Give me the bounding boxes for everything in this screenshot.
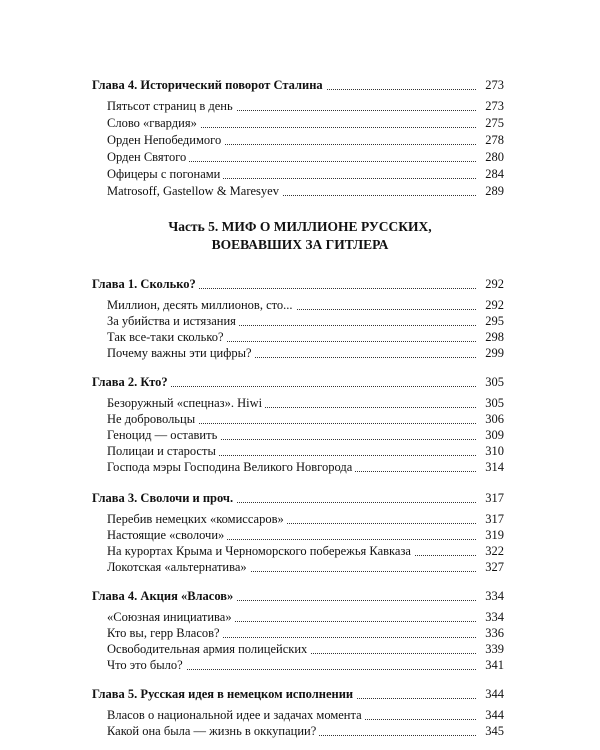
page-number: 314 [476, 459, 504, 475]
page-number: 299 [476, 345, 504, 361]
toc-subentry [107, 183, 504, 199]
chapter-title: Глава 4. Акция «Власов» [92, 588, 236, 604]
toc-chapter-entry [92, 276, 504, 292]
page-number: 292 [476, 276, 504, 292]
toc-subentry [107, 559, 504, 575]
toc-subentry [107, 166, 504, 182]
toc-chapter-entry [92, 686, 504, 702]
page-number: 341 [476, 657, 504, 673]
toc-subentry [107, 149, 504, 165]
subentry-title: Так все-таки сколько? [107, 329, 227, 345]
subentry-title: Какой она была — жизнь в оккупации? [107, 723, 319, 739]
subentry-title: Орден Святого [107, 149, 189, 165]
toc-chapter-entry [92, 77, 504, 93]
toc-chapter-entry [92, 490, 504, 506]
subentry-title: Локотская «альтернатива» [107, 559, 250, 575]
page-number: 273 [476, 77, 504, 93]
subentry-title: Власов о национальной идее и задачах момента [107, 707, 365, 723]
page-number: 319 [476, 527, 504, 543]
subentry-title: Кто вы, герр Власов? [107, 625, 223, 641]
page-number: 275 [476, 115, 504, 131]
page-number: 305 [476, 374, 504, 390]
toc-subentry [107, 411, 504, 427]
subentry-title: Офицеры с погонами [107, 166, 223, 182]
toc-subentry [107, 297, 504, 313]
page-number: 345 [476, 723, 504, 739]
toc-chapter-entry [92, 588, 504, 604]
toc-subentry [107, 459, 504, 475]
subentry-title: Matrosoff, Gastellow & Maresyev [107, 183, 282, 199]
subentry-title: «Союзная инициатива» [107, 609, 235, 625]
toc-chapter-entry [92, 374, 504, 390]
toc-subentry [107, 427, 504, 443]
page-number: 305 [476, 395, 504, 411]
toc-subentry [107, 527, 504, 543]
subentry-title: Не добровольцы [107, 411, 198, 427]
toc-subentry [107, 723, 504, 739]
subentry-title: Полицаи и старосты [107, 443, 219, 459]
toc-subentry [107, 132, 504, 148]
page-number: 339 [476, 641, 504, 657]
subentry-title: Орден Непобедимого [107, 132, 224, 148]
subentry-title: Настоящие «сволочи» [107, 527, 227, 543]
chapter-title: Глава 5. Русская идея в немецком исполнении [92, 686, 356, 702]
chapter-title: Глава 1. Сколько? [92, 276, 199, 292]
part-title-line-2: ВОЕВАВШИХ ЗА ГИТЛЕРА [211, 237, 389, 252]
toc-subentry [107, 98, 504, 114]
toc-subentry [107, 329, 504, 345]
page-number: 317 [476, 511, 504, 527]
subentry-title: Геноцид — оставить [107, 427, 220, 443]
subentry-title: Господа мэры Господина Великого Новгорода [107, 459, 355, 475]
subentry-title: Безоружный «спецназ». Hiwi [107, 395, 265, 411]
page-number: 295 [476, 313, 504, 329]
page-number: 334 [476, 588, 504, 604]
toc-subentry [107, 657, 504, 673]
toc-subentry [107, 511, 504, 527]
page-number: 344 [476, 686, 504, 702]
toc-subentry [107, 345, 504, 361]
page-number: 298 [476, 329, 504, 345]
toc-subentry [107, 625, 504, 641]
subentry-title: Миллион, десять миллионов, сто... [107, 297, 296, 313]
page-number: 284 [476, 166, 504, 182]
toc-subentry [107, 543, 504, 559]
subentry-title: На курортах Крыма и Черноморского побережья Кавказа [107, 543, 414, 559]
subentry-title: Почему важны эти цифры? [107, 345, 255, 361]
page-number: 292 [476, 297, 504, 313]
toc-subentry [107, 115, 504, 131]
page-number: 306 [476, 411, 504, 427]
page-number: 317 [476, 490, 504, 506]
page-number: 336 [476, 625, 504, 641]
chapter-title: Глава 2. Кто? [92, 374, 171, 390]
page-number: 334 [476, 609, 504, 625]
page-number: 289 [476, 183, 504, 199]
page-number: 278 [476, 132, 504, 148]
toc-subentry [107, 443, 504, 459]
page-number: 344 [476, 707, 504, 723]
toc-subentry [107, 313, 504, 329]
toc-subentry [107, 707, 504, 723]
subentry-title: Слово «гвардия» [107, 115, 200, 131]
chapter-title: Глава 3. Сволочи и проч. [92, 490, 236, 506]
page-number: 310 [476, 443, 504, 459]
toc-subentry [107, 395, 504, 411]
page-number: 273 [476, 98, 504, 114]
chapter-title: Глава 4. Исторический поворот Сталина [92, 77, 326, 93]
subentry-title: Перебив немецких «комиссаров» [107, 511, 287, 527]
part-title-line-1: Часть 5. МИФ О МИЛЛИОНЕ РУССКИХ, [168, 219, 432, 234]
page-number: 309 [476, 427, 504, 443]
toc-subentry [107, 609, 504, 625]
page-number: 327 [476, 559, 504, 575]
subentry-title: За убийства и истязания [107, 313, 239, 329]
subentry-title: Пятьсот страниц в день [107, 98, 236, 114]
subentry-title: Что это было? [107, 657, 186, 673]
page-number: 280 [476, 149, 504, 165]
toc-subentry [107, 641, 504, 657]
subentry-title: Освободительная армия полицейских [107, 641, 310, 657]
page-number: 322 [476, 543, 504, 559]
